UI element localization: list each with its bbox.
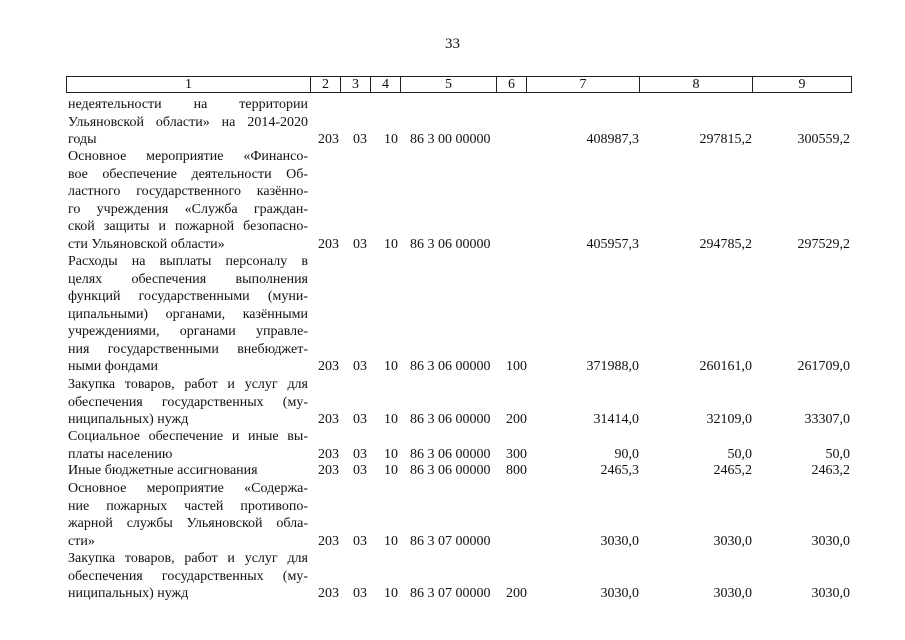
description-line: ниципальных) нужд — [68, 586, 189, 601]
section-code: 03 — [353, 236, 367, 252]
subsection-code: 10 — [384, 132, 398, 147]
description-line: Ульяновской области» на 2014-2020 — [68, 114, 308, 130]
amount-col-8: 297815,2 — [699, 132, 752, 147]
row-description — [68, 480, 308, 550]
description-line: Закупка товаров, работ и услуг для — [68, 377, 308, 392]
table-row — [0, 428, 905, 463]
table-row — [0, 96, 905, 149]
target-article-code: 86 3 07 00000 — [410, 533, 491, 549]
amount-col-7: 2465,3 — [600, 463, 639, 478]
description-line: Основное мероприятие «Содержа- — [68, 481, 308, 496]
header-col-7: 7 — [527, 77, 640, 92]
amount-col-7: 3030,0 — [600, 533, 639, 549]
subsection-code: 10 — [384, 359, 398, 374]
amount-col-7: 405957,3 — [586, 236, 639, 252]
description-line: ниципальных) нужд — [68, 412, 189, 427]
amount-col-8: 294785,2 — [699, 236, 752, 252]
amount-col-9: 300559,2 — [797, 132, 850, 147]
admin-code: 203 — [318, 446, 339, 462]
target-article-code: 86 3 07 00000 — [410, 586, 491, 601]
description-line: функций государственными (муни- — [68, 289, 308, 304]
description-line: ния государственными внебюджет- — [68, 341, 308, 357]
header-col-9: 9 — [798, 77, 806, 92]
table-header — [66, 76, 852, 93]
amount-col-7: 31414,0 — [593, 412, 639, 427]
expense-type-code: 300 — [506, 446, 527, 462]
subsection-code: 10 — [384, 463, 398, 478]
target-article-code: 86 3 06 00000 — [410, 359, 491, 374]
description-line: ципальными) органами, казёнными — [68, 306, 308, 322]
description-line: сти» — [68, 533, 95, 549]
subsection-code: 10 — [384, 446, 398, 462]
expense-type-code: 100 — [506, 359, 527, 374]
admin-code: 203 — [318, 586, 339, 601]
row-description — [68, 253, 308, 376]
header-col-1: 1 — [67, 77, 311, 92]
admin-code: 203 — [318, 359, 339, 374]
admin-code: 203 — [318, 412, 339, 427]
admin-code: 203 — [318, 533, 339, 549]
amount-col-8: 3030,0 — [713, 586, 752, 601]
admin-code: 203 — [318, 132, 339, 147]
table-row — [0, 253, 905, 376]
target-article-code: 86 3 06 00000 — [410, 446, 491, 462]
description-line: го учреждения «Служба граждан- — [68, 201, 308, 217]
description-line: жарной службы Ульяновской обла- — [68, 516, 308, 531]
table-row — [0, 148, 905, 253]
subsection-code: 10 — [384, 236, 398, 252]
subsection-code: 10 — [384, 412, 398, 427]
table-row — [0, 376, 905, 429]
amount-col-7: 371988,0 — [586, 359, 639, 374]
amount-col-7: 90,0 — [614, 446, 639, 462]
expense-type-code: 800 — [506, 463, 527, 478]
description-line: вое обеспечение деятельности Об- — [68, 166, 308, 182]
description-line: Основное мероприятие «Финансо- — [68, 149, 308, 164]
target-article-code: 86 3 00 00000 — [410, 132, 491, 147]
table-row — [0, 550, 905, 603]
header-col-8: 8 — [640, 77, 753, 92]
header-col-6: 6 — [497, 77, 527, 92]
section-code: 03 — [353, 533, 367, 549]
amount-col-8: 260161,0 — [699, 359, 752, 374]
section-code: 03 — [353, 586, 367, 601]
description-line: ластного государственного казённо- — [68, 184, 308, 199]
description-line: Расходы на выплаты персоналу в — [68, 254, 308, 269]
row-description — [68, 96, 308, 149]
target-article-code: 86 3 06 00000 — [410, 412, 491, 427]
subsection-code: 10 — [384, 586, 398, 601]
amount-col-8: 32109,0 — [706, 412, 752, 427]
description-line: годы — [68, 132, 97, 147]
table-row — [0, 462, 905, 480]
amount-col-9: 261709,0 — [797, 359, 850, 374]
expense-type-code: 200 — [506, 586, 527, 601]
description-line: Социальное обеспечение и иные вы- — [68, 429, 308, 444]
row-description — [68, 376, 308, 429]
header-col-5: 5 — [401, 77, 497, 92]
description-line: ской защиты и пожарной безопасно- — [68, 219, 308, 234]
description-line: учреждениями, органами управле- — [68, 324, 308, 339]
target-article-code: 86 3 06 00000 — [410, 463, 491, 478]
expense-type-code: 200 — [506, 412, 527, 427]
table-row — [0, 480, 905, 550]
description-line: сти Ульяновской области» — [68, 236, 225, 252]
section-code: 03 — [353, 132, 367, 147]
section-code: 03 — [353, 463, 367, 478]
page-number: 33 — [445, 36, 460, 52]
section-code: 03 — [353, 446, 367, 462]
amount-col-9: 3030,0 — [811, 533, 850, 549]
description-line: Иные бюджетные ассигнования — [68, 463, 258, 478]
amount-col-8: 2465,2 — [713, 463, 752, 478]
section-code: 03 — [353, 412, 367, 427]
description-line: обеспечения государственных (му- — [68, 394, 308, 410]
description-line: платы населению — [68, 446, 173, 462]
target-article-code: 86 3 06 00000 — [410, 236, 491, 252]
description-line: ние пожарных частей противопо- — [68, 498, 308, 514]
description-line: обеспечения государственных (му- — [68, 568, 308, 584]
amount-col-9: 2463,2 — [811, 463, 850, 478]
amount-col-9: 3030,0 — [811, 586, 850, 601]
section-code: 03 — [353, 359, 367, 374]
amount-col-9: 33307,0 — [804, 412, 850, 427]
amount-col-9: 297529,2 — [797, 236, 850, 252]
description-line: ными фондами — [68, 359, 159, 374]
header-col-3: 3 — [341, 77, 371, 92]
admin-code: 203 — [318, 463, 339, 478]
amount-col-9: 50,0 — [825, 446, 850, 462]
row-description — [68, 462, 308, 480]
header-col-4: 4 — [371, 77, 401, 92]
row-description — [68, 428, 308, 463]
amount-col-8: 3030,0 — [713, 533, 752, 549]
row-description — [68, 550, 308, 603]
row-description — [68, 148, 308, 253]
amount-col-8: 50,0 — [727, 446, 752, 462]
subsection-code: 10 — [384, 533, 398, 549]
amount-col-7: 408987,3 — [586, 132, 639, 147]
amount-col-7: 3030,0 — [600, 586, 639, 601]
description-line: целях обеспечения выполнения — [68, 271, 308, 287]
admin-code: 203 — [318, 236, 339, 252]
header-col-2: 2 — [311, 77, 341, 92]
description-line: недеятельности на территории — [68, 97, 308, 112]
description-line: Закупка товаров, работ и услуг для — [68, 551, 308, 566]
